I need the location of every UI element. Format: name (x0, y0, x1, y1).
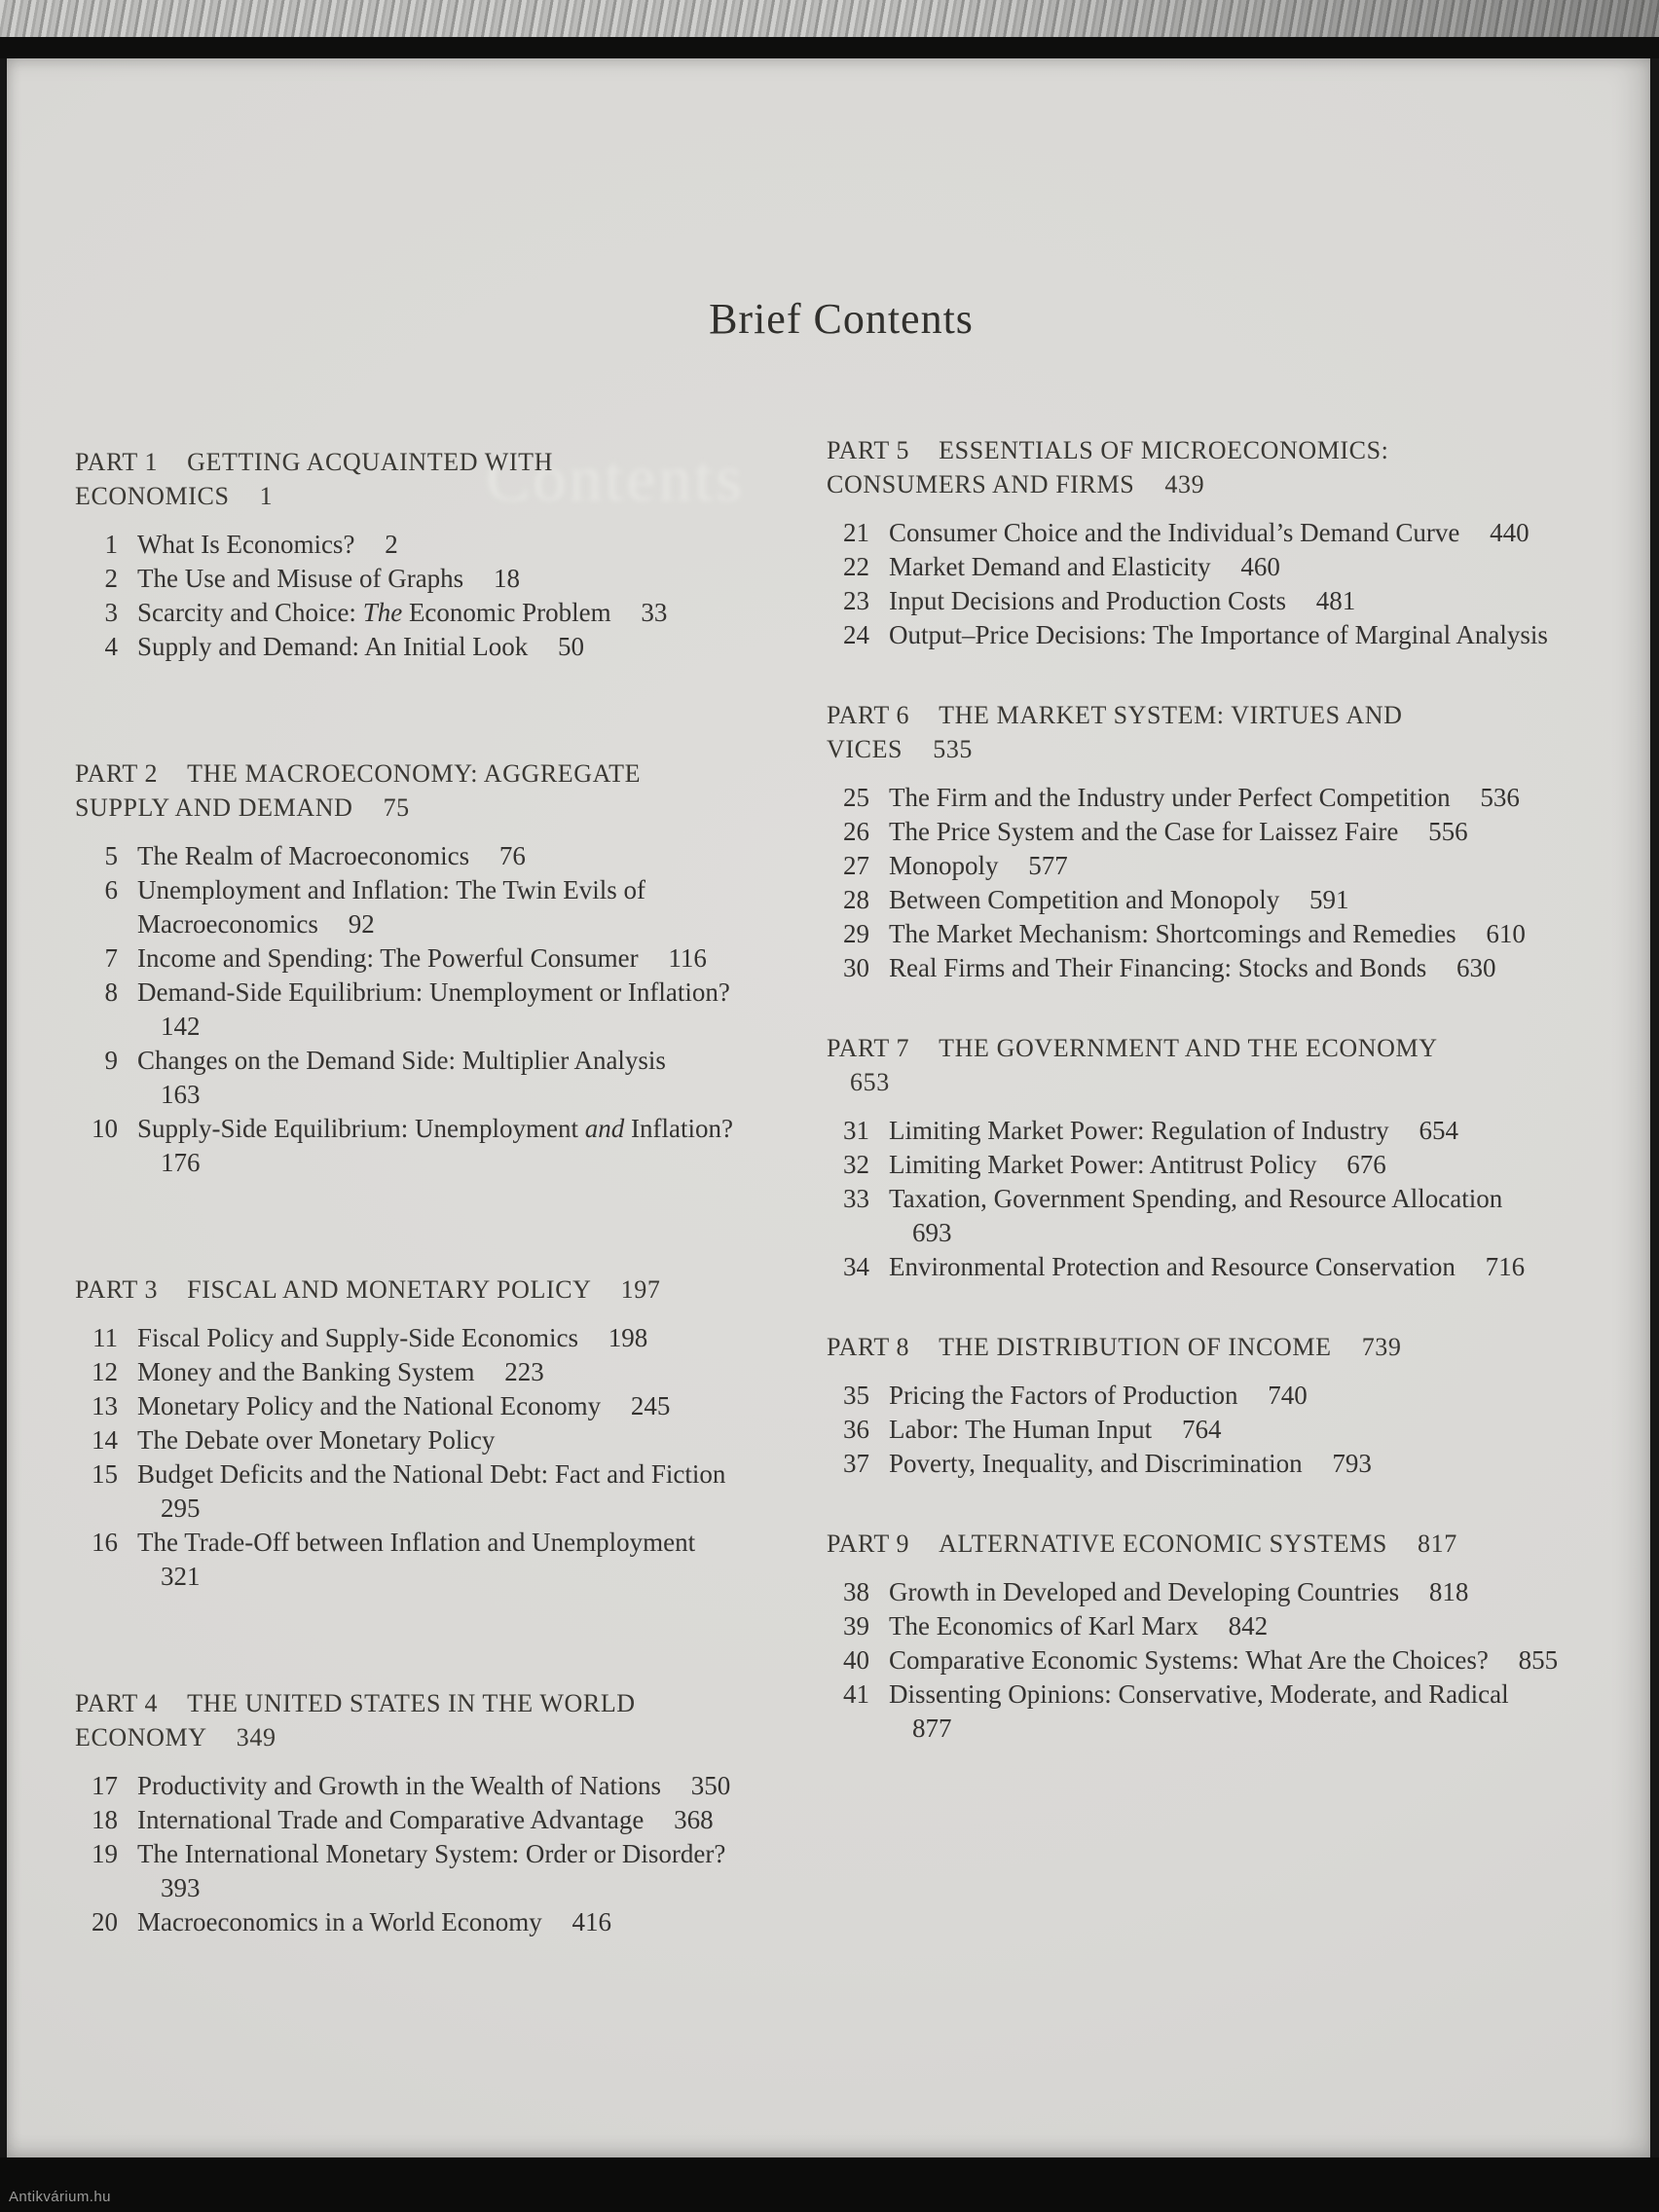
part-heading (827, 433, 1464, 501)
chapter-entry (889, 1609, 1565, 1643)
chapter-page-number: 393 (161, 1873, 201, 1902)
chapter-row (75, 976, 733, 1044)
chapter-row (827, 1250, 1565, 1284)
chapter-title: Unemployment and Inflation: The Twin Evils of Macroeconomics (137, 875, 646, 939)
chapter-entry (889, 917, 1565, 951)
chapter-row (827, 584, 1565, 618)
chapter-number: 27 (843, 851, 869, 880)
chapter-entry (137, 630, 733, 664)
chapter-title: Macroeconomics in a World Economy (137, 1907, 542, 1936)
chapter-title: Pricing the Factors of Production (889, 1381, 1238, 1410)
chapter-number: 1 (104, 530, 118, 559)
chapter-entry (137, 1355, 733, 1389)
watermark-text: Antikvárium.hu (9, 2189, 111, 2205)
chapter-number: 18 (92, 1805, 118, 1834)
part-label: PART 5 (827, 436, 910, 464)
part-page-number: 817 (1418, 1530, 1457, 1558)
chapter-title: Environmental Protection and Resource Conservation (889, 1252, 1456, 1281)
chapter-row (827, 883, 1565, 917)
part-heading (827, 1031, 1464, 1099)
chapter-list (75, 1321, 733, 1594)
chapter-page-number: 440 (1490, 518, 1530, 547)
chapter-page-number: 877 (912, 1714, 952, 1743)
chapter-row (827, 1447, 1565, 1481)
chapter-page-number: 2 (385, 530, 398, 559)
chapter-number: 21 (843, 518, 869, 547)
chapter-entry (889, 1250, 1565, 1284)
chapter-page-number: 818 (1428, 1577, 1469, 1606)
chapter-title: The Economics of Karl Marx (889, 1611, 1198, 1641)
chapter-page-number: 716 (1485, 1252, 1526, 1281)
part-heading (827, 1527, 1464, 1561)
chapter-row (75, 1321, 733, 1355)
chapter-title: Comparative Economic Systems: What Are the Choices? (889, 1645, 1489, 1675)
column-right (827, 433, 1565, 1939)
chapter-page-number: 676 (1346, 1150, 1386, 1179)
chapter-title: Limiting Market Power: Antitrust Policy (889, 1150, 1317, 1179)
part-page-number: 739 (1361, 1333, 1402, 1361)
chapter-number: 12 (92, 1357, 118, 1386)
part-label: PART 2 (75, 759, 159, 788)
chapter-title: Dissenting Opinions: Conservative, Moderate, and Radical (889, 1679, 1509, 1709)
chapter-number: 35 (843, 1381, 869, 1410)
chapter-title: Poverty, Inequality, and Discrimination (889, 1449, 1303, 1478)
chapter-title: What Is Economics? (137, 530, 355, 559)
photo-top-edge-texture (0, 0, 1659, 37)
chapter-row (827, 917, 1565, 951)
part-page-number: 75 (383, 793, 410, 822)
chapter-page-number: 350 (690, 1771, 731, 1800)
chapter-page-number: 630 (1456, 953, 1496, 982)
contents-columns (75, 436, 1607, 1939)
chapter-entry (137, 1423, 733, 1457)
chapter-number: 30 (843, 953, 869, 982)
chapter-number: 23 (843, 586, 869, 615)
chapter-number: 37 (843, 1449, 869, 1478)
page-content (75, 58, 1607, 1939)
chapter-entry (137, 596, 733, 630)
chapter-number: 28 (843, 885, 869, 914)
chapter-row (75, 941, 733, 976)
chapter-row (75, 1355, 733, 1389)
chapter-row (75, 1837, 733, 1905)
chapter-number: 14 (92, 1425, 118, 1455)
chapter-entry (889, 550, 1565, 584)
chapter-entry (137, 873, 733, 941)
part-page-number: 197 (620, 1275, 661, 1304)
chapter-page-number: 368 (674, 1805, 714, 1834)
chapter-title: Money and the Banking System (137, 1357, 475, 1386)
chapter-entry (889, 618, 1565, 652)
chapter-number: 6 (104, 875, 118, 904)
chapter-number: 22 (843, 552, 869, 581)
chapter-entry (137, 1044, 733, 1112)
page-bottom-border (0, 2157, 1659, 2212)
chapter-row (827, 1413, 1565, 1447)
chapter-page-number: 855 (1518, 1645, 1559, 1675)
chapter-title: Fiscal Policy and Supply-Side Economics (137, 1323, 578, 1352)
chapter-number: 19 (92, 1839, 118, 1868)
chapter-number: 9 (104, 1046, 118, 1075)
chapter-number: 26 (843, 817, 869, 846)
chapter-row (75, 873, 733, 941)
chapter-page-number: 556 (1428, 817, 1468, 846)
chapter-title: Monopoly (889, 851, 999, 880)
chapter-row (75, 839, 733, 873)
chapter-list (827, 1114, 1565, 1284)
chapter-page-number: 223 (504, 1357, 544, 1386)
chapter-row (827, 815, 1565, 849)
chapter-entry (889, 849, 1565, 883)
chapter-number: 16 (92, 1528, 118, 1557)
chapter-entry (137, 1389, 733, 1423)
chapter-row (827, 1148, 1565, 1182)
part-label: PART 8 (827, 1333, 910, 1361)
part-section (827, 698, 1565, 985)
part-label: PART 3 (75, 1275, 159, 1304)
part-label: PART 1 (75, 448, 159, 476)
chapter-row (827, 1575, 1565, 1609)
chapter-title: The International Monetary System: Order or Disorder? (137, 1839, 726, 1868)
chapter-title: Labor: The Human Input (889, 1415, 1153, 1444)
chapter-list (827, 781, 1565, 985)
chapter-page-number: 92 (348, 909, 375, 939)
chapter-title: Demand-Side Equilibrium: Unemployment or Inflation? (137, 977, 730, 1007)
chapter-title: Supply-Side Equilibrium: Unemployment and Inflation? (137, 1114, 733, 1143)
part-section (75, 445, 733, 664)
part-title: THE MACROECONOMY: AGGREGATE SUPPLY AND DEMAND (75, 759, 642, 822)
part-page-number: 349 (236, 1723, 276, 1751)
chapter-list (827, 1575, 1565, 1746)
part-heading (75, 1272, 713, 1307)
chapter-entry (137, 1769, 733, 1803)
part-page-number: 439 (1164, 470, 1205, 498)
chapter-entry (889, 1677, 1565, 1746)
chapter-row (827, 951, 1565, 985)
chapter-number: 7 (104, 943, 118, 973)
chapter-list (75, 1769, 733, 1939)
part-title: THE UNITED STATES IN THE WORLD ECONOMY (75, 1689, 636, 1751)
chapter-number: 3 (104, 598, 118, 627)
chapter-row (75, 1112, 733, 1180)
chapter-number: 5 (104, 841, 118, 870)
chapter-row (827, 1677, 1565, 1746)
chapter-list (827, 516, 1565, 652)
chapter-row (75, 528, 733, 562)
chapter-page-number: 321 (161, 1562, 201, 1591)
chapter-entry (137, 1112, 733, 1180)
chapter-page-number: 654 (1419, 1116, 1458, 1145)
part-label: PART 4 (75, 1689, 159, 1717)
chapter-title: Output–Price Decisions: The Importance of Marginal Analysis (889, 620, 1548, 649)
chapter-title: The Debate over Monetary Policy (137, 1425, 496, 1455)
chapter-list (827, 1379, 1565, 1481)
part-title: FISCAL AND MONETARY POLICY (187, 1275, 591, 1304)
part-title: THE MARKET SYSTEM: VIRTUES AND VICES (827, 701, 1403, 763)
chapter-row (827, 1379, 1565, 1413)
part-page-number: 1 (259, 482, 274, 510)
chapter-entry (889, 1643, 1565, 1677)
chapter-entry (137, 1803, 733, 1837)
chapter-number: 36 (843, 1415, 869, 1444)
chapter-number: 38 (843, 1577, 869, 1606)
chapter-row (827, 618, 1565, 652)
part-heading (827, 698, 1464, 766)
part-section (75, 756, 733, 1180)
chapter-entry (137, 976, 733, 1044)
chapter-page-number: 536 (1480, 783, 1520, 812)
part-title: ESSENTIALS OF MICROECONOMICS: CONSUMERS AND FIRMS (827, 436, 1389, 498)
chapter-number: 41 (843, 1679, 869, 1709)
chapter-row (75, 1769, 733, 1803)
chapter-page-number: 18 (493, 564, 520, 593)
chapter-title: Limiting Market Power: Regulation of Industry (889, 1116, 1389, 1145)
chapter-entry (137, 1905, 733, 1939)
part-title: THE GOVERNMENT AND THE ECONOMY (939, 1034, 1437, 1062)
part-section (827, 433, 1565, 652)
part-label: PART 9 (827, 1530, 910, 1558)
chapter-entry (889, 1413, 1565, 1447)
part-section (827, 1031, 1565, 1284)
chapter-entry (889, 1148, 1565, 1182)
chapter-row (75, 1905, 733, 1939)
chapter-entry (889, 781, 1565, 815)
chapter-page-number: 176 (161, 1148, 201, 1177)
chapter-title: International Trade and Comparative Advantage (137, 1805, 645, 1834)
part-heading (827, 1330, 1464, 1364)
chapter-number: 32 (843, 1150, 869, 1179)
chapter-number: 24 (843, 620, 869, 649)
chapter-entry (889, 1114, 1565, 1148)
chapter-page-number: 740 (1268, 1381, 1308, 1410)
column-left (75, 445, 733, 1939)
chapter-number: 40 (843, 1645, 869, 1675)
chapter-page-number: 842 (1228, 1611, 1269, 1641)
chapter-number: 33 (843, 1184, 869, 1213)
chapter-number: 4 (104, 632, 118, 661)
chapter-number: 29 (843, 919, 869, 948)
chapter-entry (889, 584, 1565, 618)
book-page (7, 58, 1650, 2157)
chapter-row (827, 516, 1565, 550)
chapter-entry (137, 839, 733, 873)
chapter-title: The Trade-Off between Inflation and Unemployment (137, 1528, 696, 1557)
part-section (827, 1330, 1565, 1481)
chapter-title: Taxation, Government Spending, and Resource Allocation (889, 1184, 1503, 1213)
part-label: PART 6 (827, 701, 910, 729)
chapter-entry (137, 1321, 733, 1355)
bleedthrough-text: Contents (486, 441, 745, 515)
chapter-page-number: 142 (161, 1012, 201, 1041)
chapter-entry (889, 883, 1565, 917)
chapter-title: Productivity and Growth in the Wealth of Nations (137, 1771, 661, 1800)
chapter-row (827, 1643, 1565, 1677)
chapter-entry (889, 815, 1565, 849)
page-title: Brief Contents (709, 295, 974, 343)
chapter-number: 17 (92, 1771, 118, 1800)
chapter-entry (137, 1837, 733, 1905)
chapter-number: 34 (843, 1252, 869, 1281)
chapter-title: Supply and Demand: An Initial Look (137, 632, 529, 661)
chapter-list (75, 839, 733, 1180)
chapter-entry (137, 1526, 733, 1594)
chapter-number: 39 (843, 1611, 869, 1641)
chapter-number: 15 (92, 1459, 118, 1489)
chapter-title: Changes on the Demand Side: Multiplier Analysis (137, 1046, 666, 1075)
chapter-number: 10 (92, 1114, 118, 1143)
chapter-title: Growth in Developed and Developing Countries (889, 1577, 1400, 1606)
chapter-page-number: 416 (571, 1907, 611, 1936)
chapter-title: Market Demand and Elasticity (889, 552, 1211, 581)
chapter-page-number: 295 (161, 1493, 201, 1523)
chapter-title: The Realm of Macroeconomics (137, 841, 470, 870)
chapter-row (827, 550, 1565, 584)
chapter-entry (137, 1457, 733, 1526)
part-page-number: 535 (933, 735, 974, 763)
part-page-number: 653 (850, 1068, 890, 1096)
chapter-entry (137, 941, 733, 976)
chapter-page-number: 163 (161, 1080, 201, 1109)
part-title: THE DISTRIBUTION OF INCOME (939, 1333, 1332, 1361)
chapter-title: Between Competition and Monopoly (889, 885, 1280, 914)
chapter-page-number: 577 (1028, 851, 1068, 880)
chapter-title: Input Decisions and Production Costs (889, 586, 1286, 615)
chapter-page-number: 481 (1315, 586, 1356, 615)
chapter-entry (889, 1182, 1565, 1250)
chapter-title: Scarcity and Choice: The Economic Problem (137, 598, 611, 627)
chapter-row (827, 849, 1565, 883)
part-title: ALTERNATIVE ECONOMIC SYSTEMS (939, 1530, 1387, 1558)
chapter-row (75, 1423, 733, 1457)
chapter-row (75, 1044, 733, 1112)
chapter-number: 8 (104, 977, 118, 1007)
chapter-title: Real Firms and Their Financing: Stocks and Bonds (889, 953, 1427, 982)
chapter-page-number: 245 (630, 1391, 671, 1420)
chapter-row (75, 1457, 733, 1526)
chapter-page-number: 116 (668, 943, 707, 973)
chapter-row (75, 1389, 733, 1423)
chapter-title: Budget Deficits and the National Debt: Fact and Fiction (137, 1459, 726, 1489)
chapter-page-number: 33 (641, 598, 668, 627)
chapter-row (75, 596, 733, 630)
page-top-border (0, 37, 1659, 58)
chapter-page-number: 793 (1332, 1449, 1372, 1478)
chapter-entry (889, 1447, 1565, 1481)
chapter-title: The Market Mechanism: Shortcomings and Remedies (889, 919, 1456, 948)
chapter-page-number: 591 (1309, 885, 1349, 914)
part-heading (75, 445, 713, 513)
part-heading (75, 756, 713, 825)
chapter-entry (889, 1575, 1565, 1609)
chapter-row (75, 630, 733, 664)
chapter-row (827, 1609, 1565, 1643)
chapter-row (75, 562, 733, 596)
chapter-title: Monetary Policy and the National Economy (137, 1391, 602, 1420)
chapter-entry (889, 951, 1565, 985)
chapter-row (827, 781, 1565, 815)
chapter-title: The Use and Misuse of Graphs (137, 564, 464, 593)
chapter-entry (137, 528, 733, 562)
chapter-page-number: 610 (1486, 919, 1526, 948)
chapter-row (827, 1182, 1565, 1250)
chapter-title: The Price System and the Case for Laissez Faire (889, 817, 1399, 846)
chapter-row (75, 1803, 733, 1837)
chapter-entry (137, 562, 733, 596)
chapter-number: 11 (92, 1323, 118, 1352)
chapter-page-number: 76 (498, 841, 526, 870)
chapter-entry (889, 1379, 1565, 1413)
part-section (75, 1686, 733, 1939)
chapter-page-number: 764 (1181, 1415, 1222, 1444)
part-heading (75, 1686, 713, 1754)
chapter-number: 2 (104, 564, 118, 593)
chapter-number: 13 (92, 1391, 118, 1420)
chapter-title: The Firm and the Industry under Perfect Competition (889, 783, 1451, 812)
chapter-page-number: 198 (608, 1323, 648, 1352)
chapter-row (75, 1526, 733, 1594)
part-section (827, 1527, 1565, 1746)
chapter-title: Income and Spending: The Powerful Consumer (137, 943, 639, 973)
chapter-page-number: 460 (1240, 552, 1280, 581)
chapter-page-number: 693 (912, 1218, 952, 1247)
chapter-number: 25 (843, 783, 869, 812)
part-label: PART 7 (827, 1034, 910, 1062)
chapter-page-number: 50 (557, 632, 584, 661)
chapter-title: Consumer Choice and the Individual’s Demand Curve (889, 518, 1460, 547)
part-section (75, 1272, 733, 1594)
chapter-entry (889, 516, 1565, 550)
chapter-number: 20 (92, 1907, 118, 1936)
chapter-number: 31 (843, 1116, 869, 1145)
chapter-row (827, 1114, 1565, 1148)
part-title: GETTING ACQUAINTED WITH ECONOMICS (75, 448, 553, 510)
chapter-list (75, 528, 733, 664)
